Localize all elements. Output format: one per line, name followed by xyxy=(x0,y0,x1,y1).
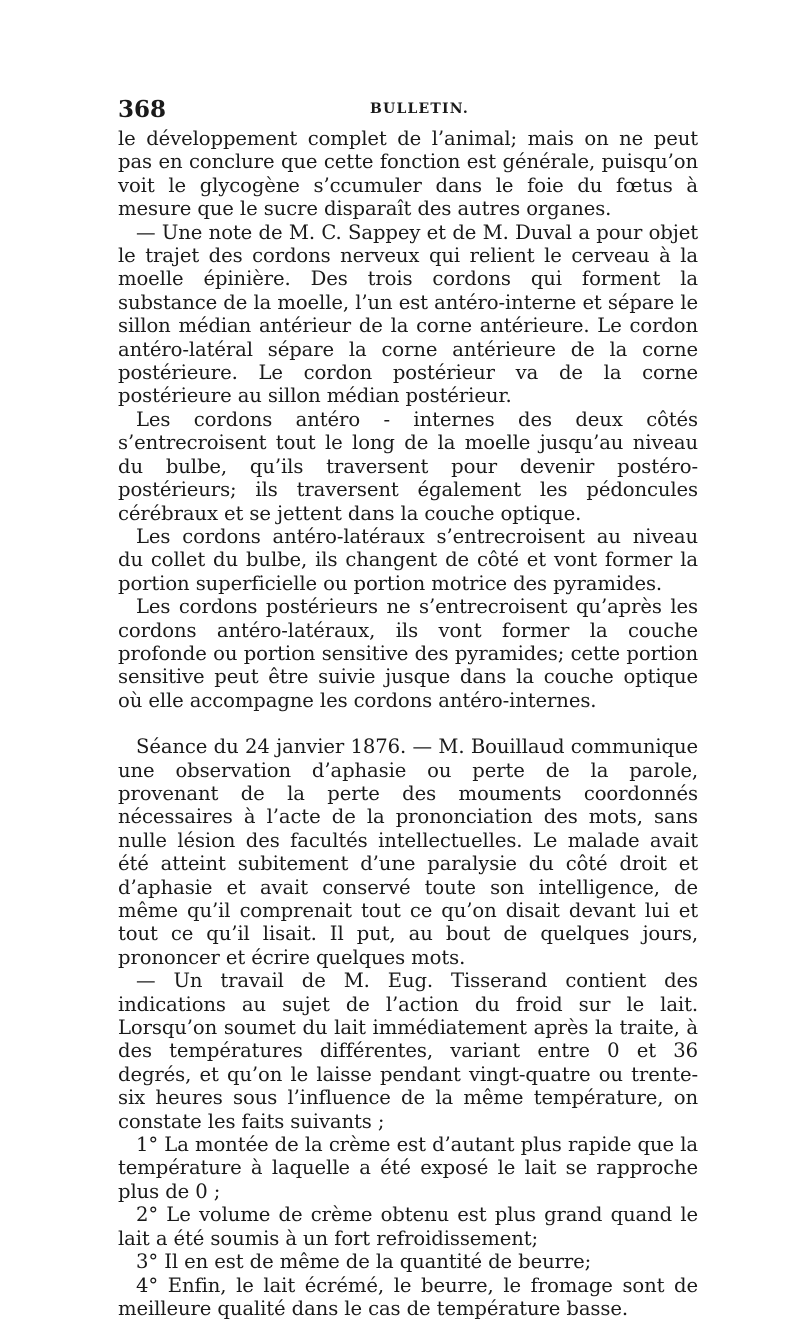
paragraph-cordons-antero-internes: Les cordons antéro - internes des deux côtés s’entrecroisent tout le long de la moelle jusqu’au niveau du bulbe, qu’ils traversent pour devenir postéro-postérieurs; ils traversent également les pédoncules cérébraux et se jettent dans la couche optique. xyxy=(118,408,698,525)
list-item-1: 1° La montée de la crème est d’autant plus rapide que la température à laquelle a été exposé le lait se rapproche plus de 0 ; xyxy=(118,1133,698,1203)
running-title: BULLETIN. xyxy=(370,101,469,117)
paragraph-tisserand: — Un travail de M. Eug. Tisserand contient des indications au sujet de l’action du froid sur le lait. Lorsqu’on soumet du lait immédiatement après la traite, à des températures différentes, variant entre 0 et 36 degrés, et qu’on le laisse pendant vingt-quatre ou trente-six heures sous l’influence de la même température, on constate les faits suivants ; xyxy=(118,969,698,1133)
paragraph-sappey-duval: — Une note de M. C. Sappey et de M. Duval a pour objet le trajet des cordons nerveux qui relient le cerveau à la moelle épinière. Des trois cordons qui forment la substance de la moelle, l’un est antéro-interne et sépare le sillon médian antérieur de la corne antérieure. Le cordon antéro-latéral sépare la corne antérieure de la corne postérieure. Le cordon postérieur va de la corne postérieure au sillon médian postérieur. xyxy=(118,221,698,408)
paragraph-glycogene: le développement complet de l’animal; mais on ne peut pas en conclure que cette fonction est générale, puisqu’on voit le glycogène s’ccumuler dans le foie du fœtus à mesure que le sucre disparaît des autres organes. xyxy=(118,127,698,221)
list-item-4: 4° Enfin, le lait écrémé, le beurre, le fromage sont de meilleure qualité dans le cas de température basse. xyxy=(118,1274,698,1320)
paragraph-seance-24-janvier: Séance du 24 janvier 1876. — M. Bouillaud communique une observation d’aphasie ou perte de la parole, provenant de la perte des mouments coordonnés nécessaires à l’acte de la prononciation des mots, sans nulle lésion des facultés intellectuelles. Le malade avait été atteint subitement d’une paralysie du côté droit et d’aphasie et avait conservé toute son intelligence, de même qu’il comprenait tout ce qu’on disait devant lui et tout ce qu’il lisait. Il put, au bout de quelques jours, prononcer et écrire quelques mots. xyxy=(118,735,698,969)
body-text xyxy=(118,127,698,1320)
paragraph-cordons-posterieurs: Les cordons postérieurs ne s’entrecroisent qu’après les cordons antéro-latéraux, ils vont former la couche profonde ou portion sensitive des pyramides; cette portion sensitive peut être suivie jusque dans la couche optique où elle accompagne les cordons antéro-internes. xyxy=(118,595,698,712)
page-header xyxy=(118,96,698,124)
list-item-2: 2° Le volume de crème obtenu est plus grand quand le lait a été soumis à un fort refroidissement; xyxy=(118,1203,698,1250)
paragraph-cordons-antero-lateraux: Les cordons antéro-latéraux s’entrecroisent au niveau du collet du bulbe, ils changent de côté et vont former la portion superficielle ou portion motrice des pyramides. xyxy=(118,525,698,595)
list-item-3: 3° Il en est de même de la quantité de beurre; xyxy=(118,1250,698,1273)
page-number: 368 xyxy=(118,96,166,123)
